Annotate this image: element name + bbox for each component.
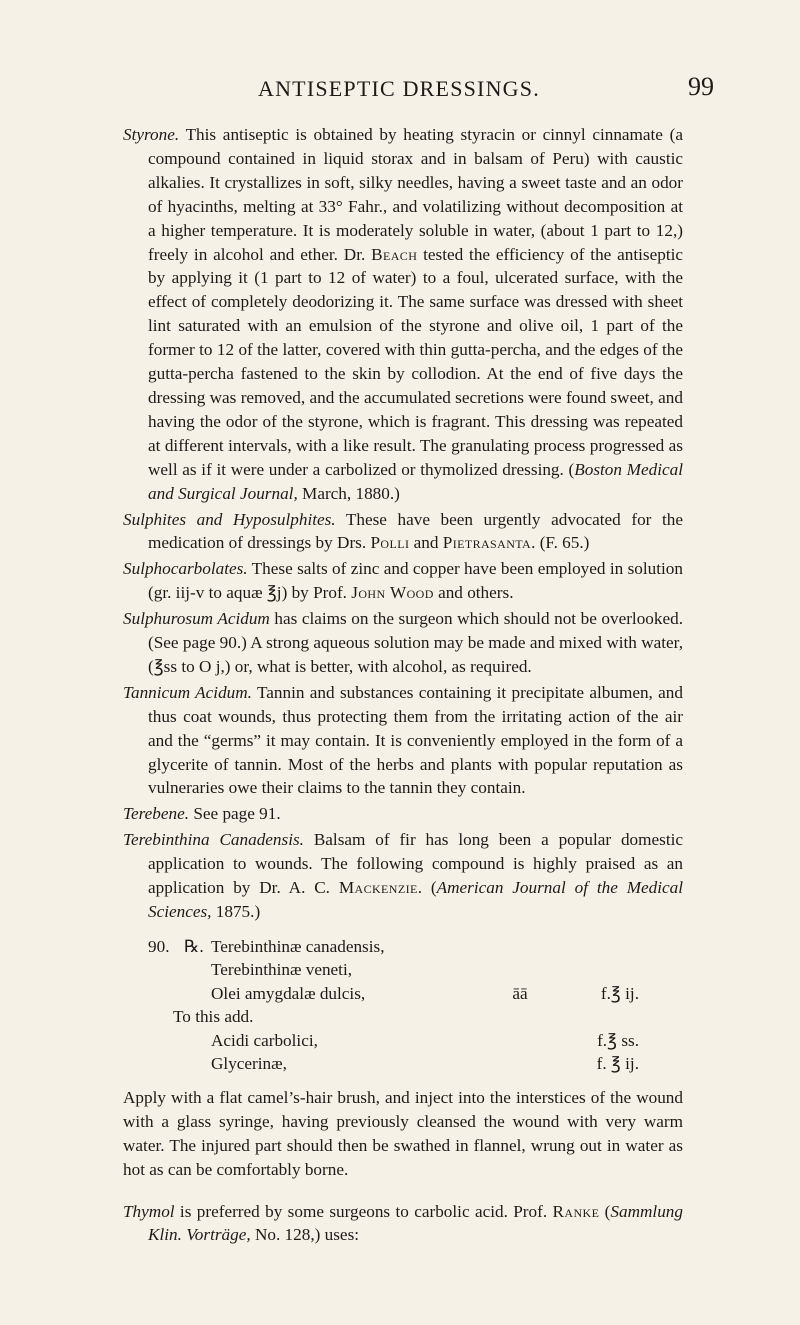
journal-title: American Journal of the Medical Sciences, [148,878,684,921]
author-name: Mackenzie [338,878,418,898]
recipe-direction: Apply with a flat camel’s-hair brush, and inject into the interstices of the wound with a glass syringe, having previously cleansed the wound with very warm water. The injured part should then be swathed in flannel, wrung out in water as hot as can be comfortably borne. [123,1087,683,1179]
entry-term: Sulphocarbolates. [123,559,248,579]
page-body [123,123,683,1249]
recipe-number: 90. [148,936,170,956]
dose: f.℥ ij. [600,983,639,1003]
entry-tannicum: Tannicum Acidum. Tannin and substances containing it precipitate albumen, and thus coat wounds, thus protecting them from the irritating action of the air and the “germs” it may contain. It is conveniently employed in the form of a glycerite of tannin. Most of the herbs and plants with popular reputation as vulneraries owe their claims to the tannin they contain. [123,682,683,798]
entry-term: Thymol [123,1201,175,1221]
page-header [0,72,800,106]
ana-marker: āā [512,983,528,1003]
entry-thymol: Thymol is preferred by some surgeons to carbolic acid. Prof. Ranke (Sammlung Klin. Vorträge, No. 128,) uses: [123,1201,683,1245]
journal-title: Sammlung Klin. Vorträge, [148,1201,683,1245]
recipe-instruction: To this add. [173,1007,254,1027]
entry-term: Sulphurosum Acidum [123,609,270,629]
ingredient: Glycerinæ, [211,1054,287,1074]
recipe-line [148,958,683,982]
author-name: Polli [370,533,410,553]
entry-term: Terebene. [123,804,190,824]
recipe-line [148,1052,683,1076]
entry-sulphites: Sulphites and Hyposulphites. These have been urgently advocated for the medication of dressings by Drs. Polli and Pietrasanta. (F. 65.) [123,509,683,553]
entry-styrone: Styrone. This antiseptic is obtained by heating styracin or cinnyl cinnamate (a compound contained in liquid storax and in balsam of Peru) with caustic alkalies. It crystallizes in soft, silky needles, having a sweet taste and an odor of hyacinths, melting at 33° Fahr., and volatilizing without decomposition at a higher temperature. It is moderately soluble in water, (about 1 part to 12,) freely in alcohol and ether. Dr. Beach tested the efficiency of the antiseptic by applying it (1 part to 12 of water) to a foul, ulcerated surface, with the effect of completely deodorizing it. The same surface was dressed with sheet lint saturated with an emulsion of the styrone and olive oil, 1 part of the former to 12 of the latter, covered with thin gutta-percha, and the edges of the gutta-percha fastened to the skin by collodion. At the end of five days the dressing was removed, and the accumulated secretions were found sweet, and having the odor of the styrone, which is fragrant. This dressing was repeated at different intervals, with a like result. The granulating process progressed as well as if it were under a carbolized or thymolized dressing. (Boston Medical and Surgical Journal, March, 1880.) [123,125,684,503]
entry-term: Terebinthina Canadensis. [123,830,304,850]
recipe-line [148,935,683,959]
recipe-line [148,1029,683,1053]
ingredient: Olei amygdalæ dulcis, [211,983,366,1003]
ingredient: Acidi carbolici, [211,1030,318,1050]
entry-terebinthina: Terebinthina Canadensis. Balsam of fir has long been a popular domestic application to wounds. The following compound is highly praised as an application by Dr. A. C. Mackenzie. (American Journal of the Medical Sciences, 1875.) [123,830,684,921]
prescription-symbol: ℞. [184,936,204,956]
journal-title: Boston Medical and Surgical Journal, [148,459,683,503]
ingredient: Terebinthinæ canadensis, [211,936,385,956]
running-head: ANTISEPTIC DRESSINGS. [258,76,540,101]
recipe-line [148,982,683,1006]
entry-term: Styrone. [123,125,180,144]
author-name: Beach [371,244,418,264]
recipe-90 [148,935,683,1076]
author-name: Pietrasanta [442,533,532,553]
entry-sulphurosum: Sulphurosum Acidum has claims on the surgeon which should not be overlooked. (See page 90.) A strong aqueous solution may be made and mixed with water, (℥ss to O j,) or, what is better, with alcohol, as required. [123,609,683,676]
page-number: 99 [688,72,714,101]
dose: f. ℥ ij. [596,1054,639,1074]
author-name: John Wood [351,583,434,603]
ingredient: Terebinthinæ veneti, [211,960,353,980]
entry-term: Tannicum Acidum. [123,682,252,702]
entry-terebene: Terebene. See page 91. [123,804,281,824]
dose: f.℥ ss. [597,1030,639,1050]
recipe-line [148,1005,683,1029]
entry-sulphocarbolates: Sulphocarbolates. These salts of zinc and copper have been employed in solution (gr. iij-v to aquæ ℥j) by Prof. John Wood and others. [123,559,683,603]
author-name: Ranke [552,1201,600,1221]
entry-term: Sulphites and Hyposulphites. [123,509,336,529]
